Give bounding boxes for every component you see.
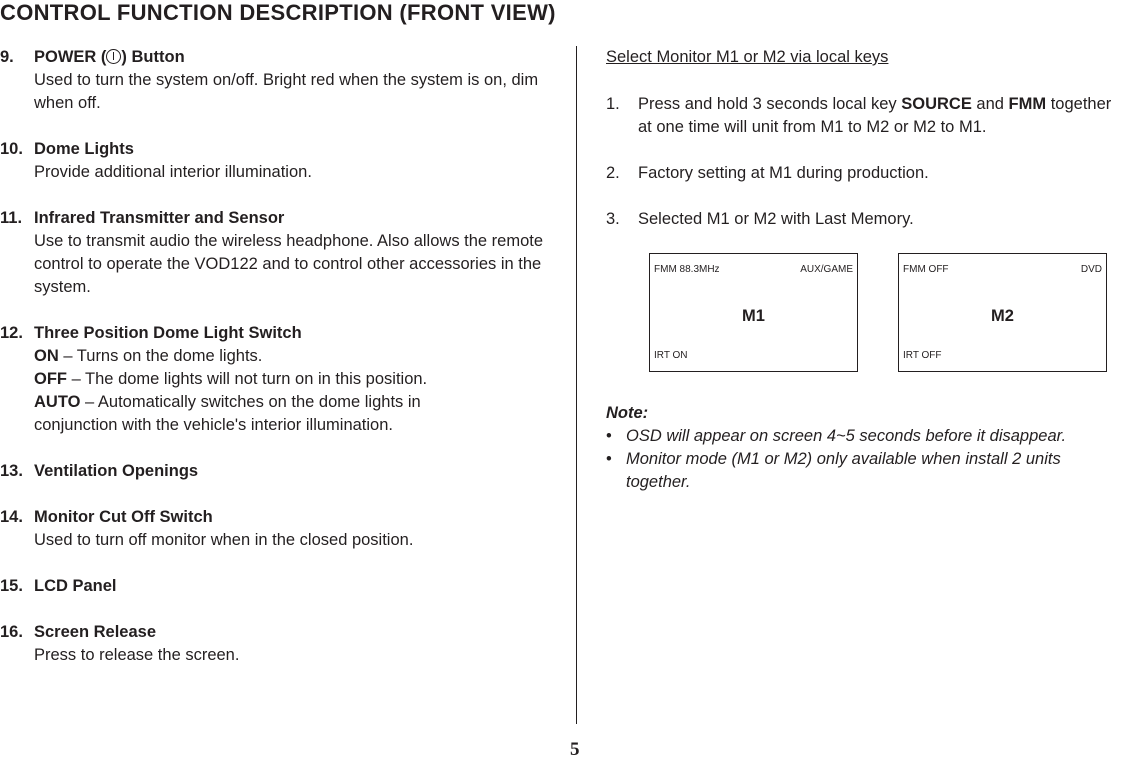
item-dome-lights: [0, 138, 565, 184]
step-item: [606, 93, 1124, 139]
switch-term: OFF: [34, 370, 67, 388]
note-section: [606, 402, 1124, 494]
note-item: [606, 448, 1124, 494]
note-text: OSD will appear on screen 4~5 seconds before it disappear.: [626, 427, 1067, 445]
note-item: [606, 425, 1124, 448]
item-title: Screen Release: [34, 623, 157, 641]
monitor-diagram-m1: [649, 253, 858, 372]
item-number: 9.: [0, 48, 14, 66]
item-description: Provide additional interior illumination.: [34, 163, 312, 181]
switch-option-auto: [34, 391, 474, 437]
item-number: 15.: [0, 577, 23, 595]
item-number: 11.: [0, 209, 23, 227]
item-description: Press to release the screen.: [34, 646, 240, 664]
item-ventilation-openings: [0, 460, 565, 483]
item-monitor-cut-off-switch: [0, 506, 565, 552]
monitor-source: AUX/GAME: [800, 264, 853, 275]
item-lcd-panel: [0, 575, 565, 598]
monitor-label: M2: [991, 307, 1014, 325]
step-number: 1.: [606, 95, 620, 113]
monitor-irt-status: IRT ON: [654, 350, 688, 361]
step-number: 2.: [606, 164, 620, 182]
item-title-part: ) Button: [121, 48, 185, 66]
monitor-source: DVD: [1080, 264, 1102, 275]
left-column: [0, 46, 565, 690]
item-description: Use to transmit audio the wireless headphone. Also allows the remote control to operate the VOD122 and to control other accessories in the system.: [34, 232, 544, 296]
item-number: 12.: [0, 324, 23, 342]
item-infrared-transmitter: [0, 207, 565, 299]
monitor-fmm-status: FMM 88.3MHz: [654, 264, 720, 275]
step-number: 3.: [606, 210, 620, 228]
item-number: 13.: [0, 462, 23, 480]
step-text: and: [971, 95, 1009, 113]
monitor-irt-status: IRT OFF: [903, 350, 942, 361]
column-divider: [576, 46, 577, 724]
page-number: 5: [570, 739, 580, 760]
item-description: Used to turn off monitor when in the closed position.: [34, 531, 414, 549]
item-dome-light-switch: [0, 322, 565, 437]
step-text: together at one time will unit from M1 to M2 or M2 to M1.: [638, 95, 1112, 136]
power-icon: [106, 49, 121, 64]
step-text: Press and hold 3 seconds local key: [638, 95, 902, 113]
monitor-select-heading: Select Monitor M1 or M2 via local keys: [606, 48, 889, 66]
monitor-fmm-status: FMM OFF: [903, 264, 949, 275]
note-heading: Note:: [606, 404, 649, 422]
switch-desc: – Turns on the dome lights.: [58, 347, 263, 365]
switch-term: AUTO: [34, 393, 81, 411]
bullet: •: [606, 450, 612, 468]
step-item: [606, 162, 1124, 185]
item-title: Three Position Dome Light Switch: [34, 324, 302, 342]
step-text: Selected M1 or M2 with Last Memory.: [638, 210, 914, 228]
switch-option-off: [34, 368, 565, 391]
item-number: 16.: [0, 623, 23, 641]
switch-desc: – The dome lights will not turn on in this position.: [67, 370, 428, 388]
switch-desc: – Automatically switches on the dome lights in conjunction with the vehicle's interior illumination.: [34, 393, 421, 434]
step-item: [606, 208, 1124, 231]
item-description: Used to turn the system on/off. Bright red when the system is on, dim when off.: [34, 71, 539, 112]
key-source: SOURCE: [901, 95, 972, 113]
item-title: [34, 46, 565, 69]
note-text: Monitor mode (M1 or M2) only available when install 2 units together.: [626, 450, 1061, 491]
monitor-label: M1: [742, 307, 765, 325]
switch-term: ON: [34, 347, 59, 365]
item-number: 10.: [0, 140, 23, 158]
item-power-button: [0, 46, 565, 115]
item-title: Monitor Cut Off Switch: [34, 508, 213, 526]
key-fmm: FMM: [1008, 95, 1047, 113]
item-title: Infrared Transmitter and Sensor: [34, 209, 285, 227]
item-title: Ventilation Openings: [34, 462, 199, 480]
item-title-part: POWER (: [34, 48, 107, 66]
item-number: 14.: [0, 508, 23, 526]
page-title: CONTROL FUNCTION DESCRIPTION (FRONT VIEW): [0, 0, 556, 25]
monitor-diagram-m2: [898, 253, 1107, 372]
switch-option-on: [34, 345, 565, 368]
step-text: Factory setting at M1 during production.: [638, 164, 929, 182]
item-screen-release: [0, 621, 565, 667]
item-title: LCD Panel: [34, 577, 117, 595]
item-title: Dome Lights: [34, 140, 134, 158]
bullet: •: [606, 427, 612, 445]
right-column: [606, 46, 1124, 491]
